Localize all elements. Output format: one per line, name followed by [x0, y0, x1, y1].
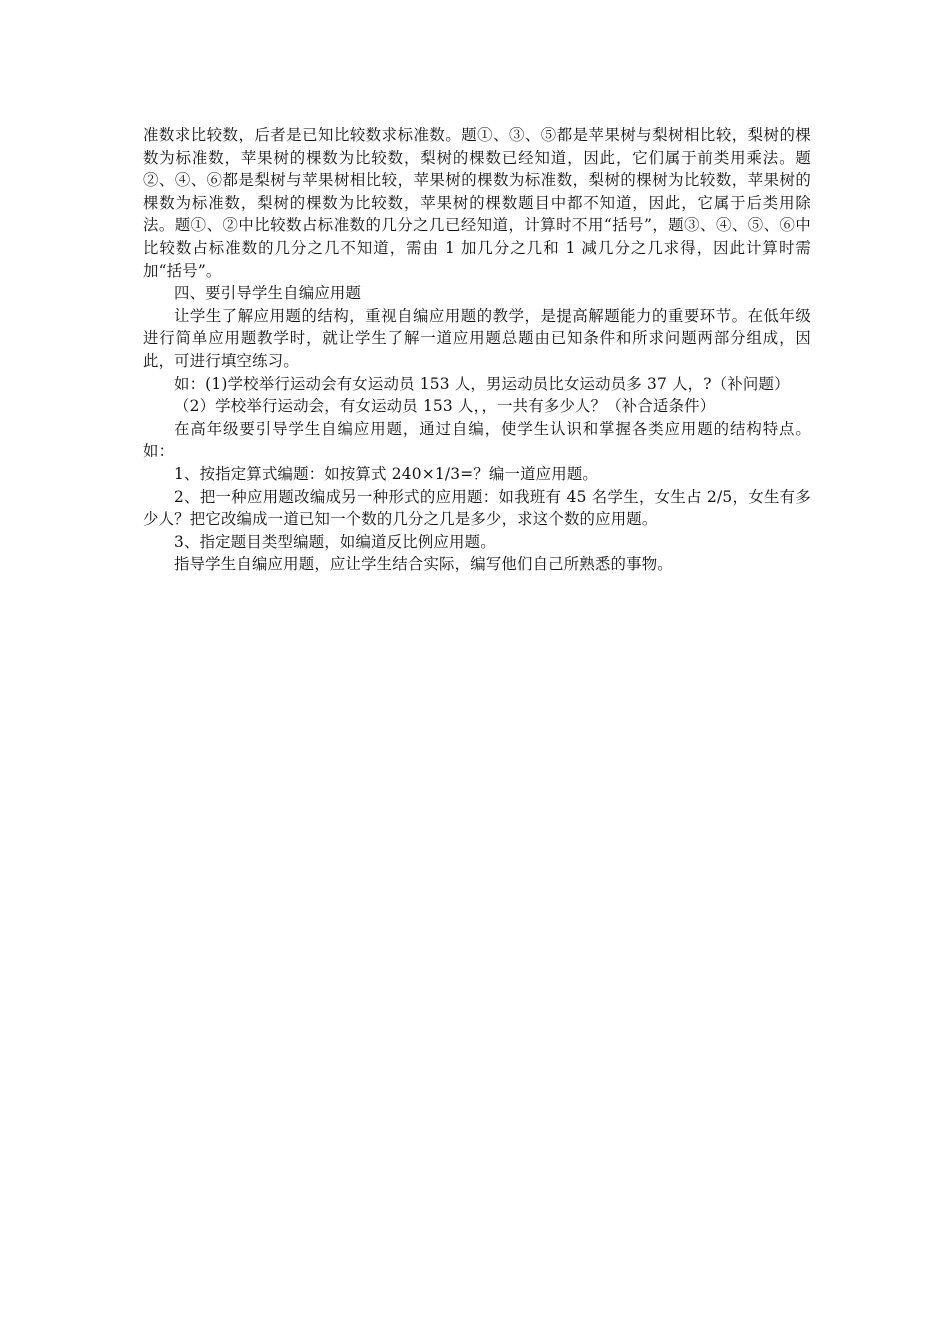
paragraph-conclusion: 指导学生自编应用题，应让学生结合实际，编写他们自己所熟悉的事物。 [174, 555, 673, 574]
list-item-3: 3、指定题目类型编题，如编道反比例应用题。 [174, 532, 496, 551]
list-item-1: 1、按指定算式编题：如按算式 240×1/3=？编一道应用题。 [174, 464, 599, 483]
paragraph-upper-grades: 在高年级要引导学生自编应用题，通过自编，使学生认识和掌握各类应用题的结构特点。如： [143, 419, 811, 461]
list-item-2: 2、把一种应用题改编成另一种形式的应用题：如我班有 45 名学生，女生占 2/5，女生有多少人？把它改编成一道已知一个数的几分之几是多少，求这个数的应用题。 [143, 487, 811, 529]
example-item-2: （2）学校举行运动会，有女运动员 153 人，，一共有多少人？（补合适条件） [174, 397, 716, 416]
paragraph-problem-structure: 让学生了解应用题的结构，重视自编应用题的教学，是提高解题能力的重要环节。在低年级进行简单应用题教学时，就让学生了解一道应用题总题由已知条件和所求问题两部分组成，因此，可进行填空练习。 [143, 306, 811, 370]
paragraph-comparison-analysis: 准数求比较数，后者是已知比较数求标准数。题①、③、⑤都是苹果树与梨树相比较，梨树的棵数为标准数，苹果树的棵数为比较数，梨树的棵数已经知道，因此，它们属于前类用乘法。题②、④、⑥都是梨树与苹果树相比较，苹果树的棵数为标准数，梨树的棵树为比较数，苹果树的棵数为标准数，梨树的棵数为比较数，苹果树的棵数题目中都不知道，因此，它属于后类用除法。题①、②中比较数占标准数的几分之几已经知道，计算时不用“括号”，题③、④、⑤、⑥中比较数占标准数的几分之几不知道，需由 1 加几分之几和 1 减几分之几求得，因此计算时需加“括号”。 [143, 126, 811, 280]
example-item-1: 如：(1)学校举行运动会有女运动员 153 人，男运动员比女运动员多 37 人，?（补问题） [174, 374, 790, 393]
document-body [143, 124, 811, 576]
section-heading-self-authored-problems: 四、要引导学生自编应用题 [174, 284, 362, 303]
